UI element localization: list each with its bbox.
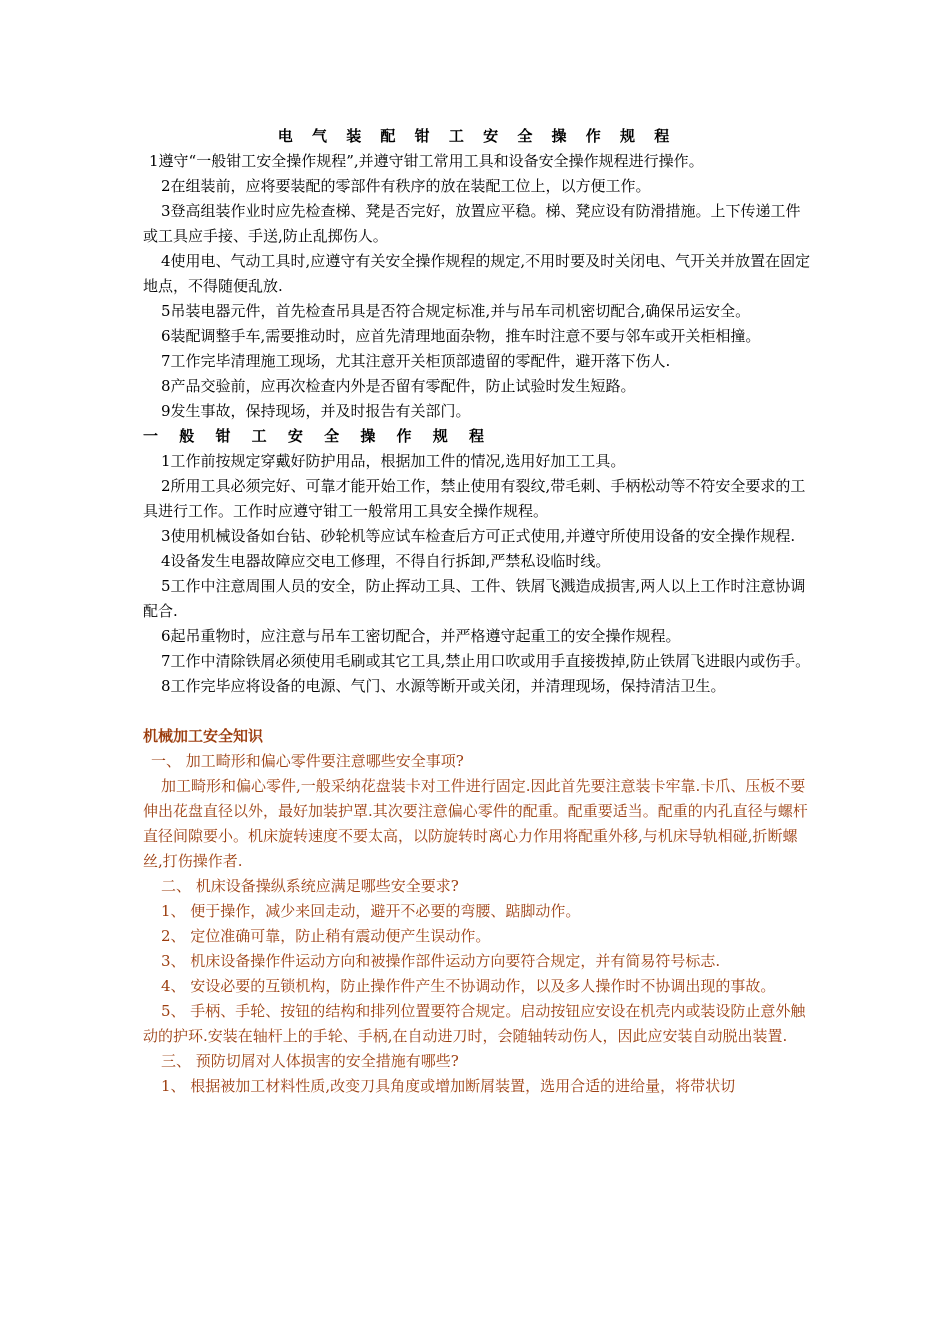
title-electrical-fitter: 电 气 装 配 钳 工 安 全 操 作 规 程 bbox=[277, 127, 677, 145]
paragraph: 1遵守“一般钳工安全操作规程”,并遵守钳工常用工具和设备安全操作规程进行操作。 bbox=[149, 152, 704, 170]
paragraph: 5吊装电器元件，首先检查吊具是否符合规定标准,并与吊车司机密切配合,确保吊运安全。 bbox=[161, 302, 751, 320]
document-page bbox=[143, 124, 811, 1099]
paragraph: 9发生事故，保持现场，并及时报告有关部门。 bbox=[161, 402, 471, 420]
question-heading: 一、 加工畸形和偏心零件要注意哪些安全事项? bbox=[151, 752, 464, 770]
paragraph: 8产品交验前，应再次检查内外是否留有零配件，防止试验时发生短路。 bbox=[161, 377, 636, 395]
paragraph: 2所用工具必须完好、可靠才能开始工作，禁止使用有裂纹,带毛刺、手柄松动等不符安全要求的工具进行工作。工作时应遵守钳工一般常用工具安全操作规程。 bbox=[143, 477, 806, 520]
paragraph: 7工作完毕清理施工现场，尤其注意开关柜顶部遗留的零配件，避开落下伤人. bbox=[161, 352, 671, 370]
section-machining-safety bbox=[143, 724, 811, 1099]
section-electrical-fitter bbox=[143, 149, 811, 424]
paragraph: 6装配调整手车,需要推动时，应首先清理地面杂物，推车时注意不要与邻车或开关柜相撞。 bbox=[161, 327, 761, 345]
title-general-fitter: 一 般 钳 工 安 全 操 作 规 程 bbox=[143, 427, 493, 445]
question-heading: 三、 预防切屑对人体损害的安全措施有哪些? bbox=[161, 1052, 459, 1070]
paragraph: 2在组装前，应将要装配的零部件有秩序的放在装配工位上，以方便工作。 bbox=[161, 177, 651, 195]
list-item: 5、 手柄、手轮、按钮的结构和排列位置要符合规定。启动按钮应安设在机壳内或装设防止意外触动的护环.安装在轴杆上的手轮、手柄,在自动进刀时，会随轴转动伤人，因此应安装自动脱出装置. bbox=[143, 1002, 806, 1045]
list-item: 4、 安设必要的互锁机构，防止操作件产生不协调动作，以及多人操作时不协调出现的事故。 bbox=[161, 977, 776, 995]
paragraph: 5工作中注意周围人员的安全，防止挥动工具、工件、铁屑飞溅造成损害,两人以上工作时注意协调配合. bbox=[143, 577, 806, 620]
list-item: 1、 便于操作，减少来回走动，避开不必要的弯腰、踮脚动作。 bbox=[161, 902, 581, 920]
paragraph: 加工畸形和偏心零件,一般采纳花盘装卡对工件进行固定.因此首先要注意装卡牢靠.卡爪、压板不要伸出花盘直径以外，最好加装护罩.其次要注意偏心零件的配重。配重要适当。配重的内孔直径与螺杆直径间隙要小。机床旋转速度不要太高，以防旋转时离心力作用将配重外移,与机床导轨相碰,折断螺丝,打伤操作者. bbox=[143, 777, 808, 870]
paragraph: 3使用机械设备如台钻、砂轮机等应试车检查后方可正式使用,并遵守所使用设备的安全操作规程. bbox=[161, 527, 796, 545]
paragraph: 4使用电、气动工具时,应遵守有关安全操作规程的规定,不用时要及时关闭电、气开关并放置在固定地点，不得随便乱放. bbox=[143, 252, 811, 295]
section-general-fitter bbox=[143, 449, 811, 699]
paragraph: 8工作完毕应将设备的电源、气门、水源等断开或关闭，并清理现场，保持清洁卫生。 bbox=[161, 677, 726, 695]
list-item: 1、 根据被加工材料性质,改变刀具角度或增加断屑装置，选用合适的进给量，将带状切 bbox=[161, 1077, 736, 1095]
paragraph: 3登高组装作业时应先检查梯、凳是否完好，放置应平稳。梯、凳应设有防滑措施。上下传递工件或工具应手接、手送,防止乱掷伤人。 bbox=[143, 202, 801, 245]
paragraph: 7工作中清除铁屑必须使用毛刷或其它工具,禁止用口吹或用手直接拨掉,防止铁屑飞进眼内或伤手。 bbox=[161, 652, 811, 670]
list-item: 2、 定位准确可靠，防止稍有震动便产生误动作。 bbox=[161, 927, 491, 945]
paragraph: 4设备发生电器故障应交电工修理，不得自行拆卸,严禁私设临时线。 bbox=[161, 552, 611, 570]
list-item: 3、 机床设备操作件运动方向和被操作部件运动方向要符合规定，并有简易符号标志. bbox=[161, 952, 721, 970]
paragraph: 1工作前按规定穿戴好防护用品，根据加工件的情况,选用好加工工具。 bbox=[161, 452, 626, 470]
blank-line bbox=[143, 699, 811, 724]
question-heading: 二、 机床设备操纵系统应满足哪些安全要求? bbox=[161, 877, 459, 895]
paragraph: 6起吊重物时，应注意与吊车工密切配合，并严格遵守起重工的安全操作规程。 bbox=[161, 627, 681, 645]
title-machining-safety: 机械加工安全知识 bbox=[143, 727, 264, 745]
